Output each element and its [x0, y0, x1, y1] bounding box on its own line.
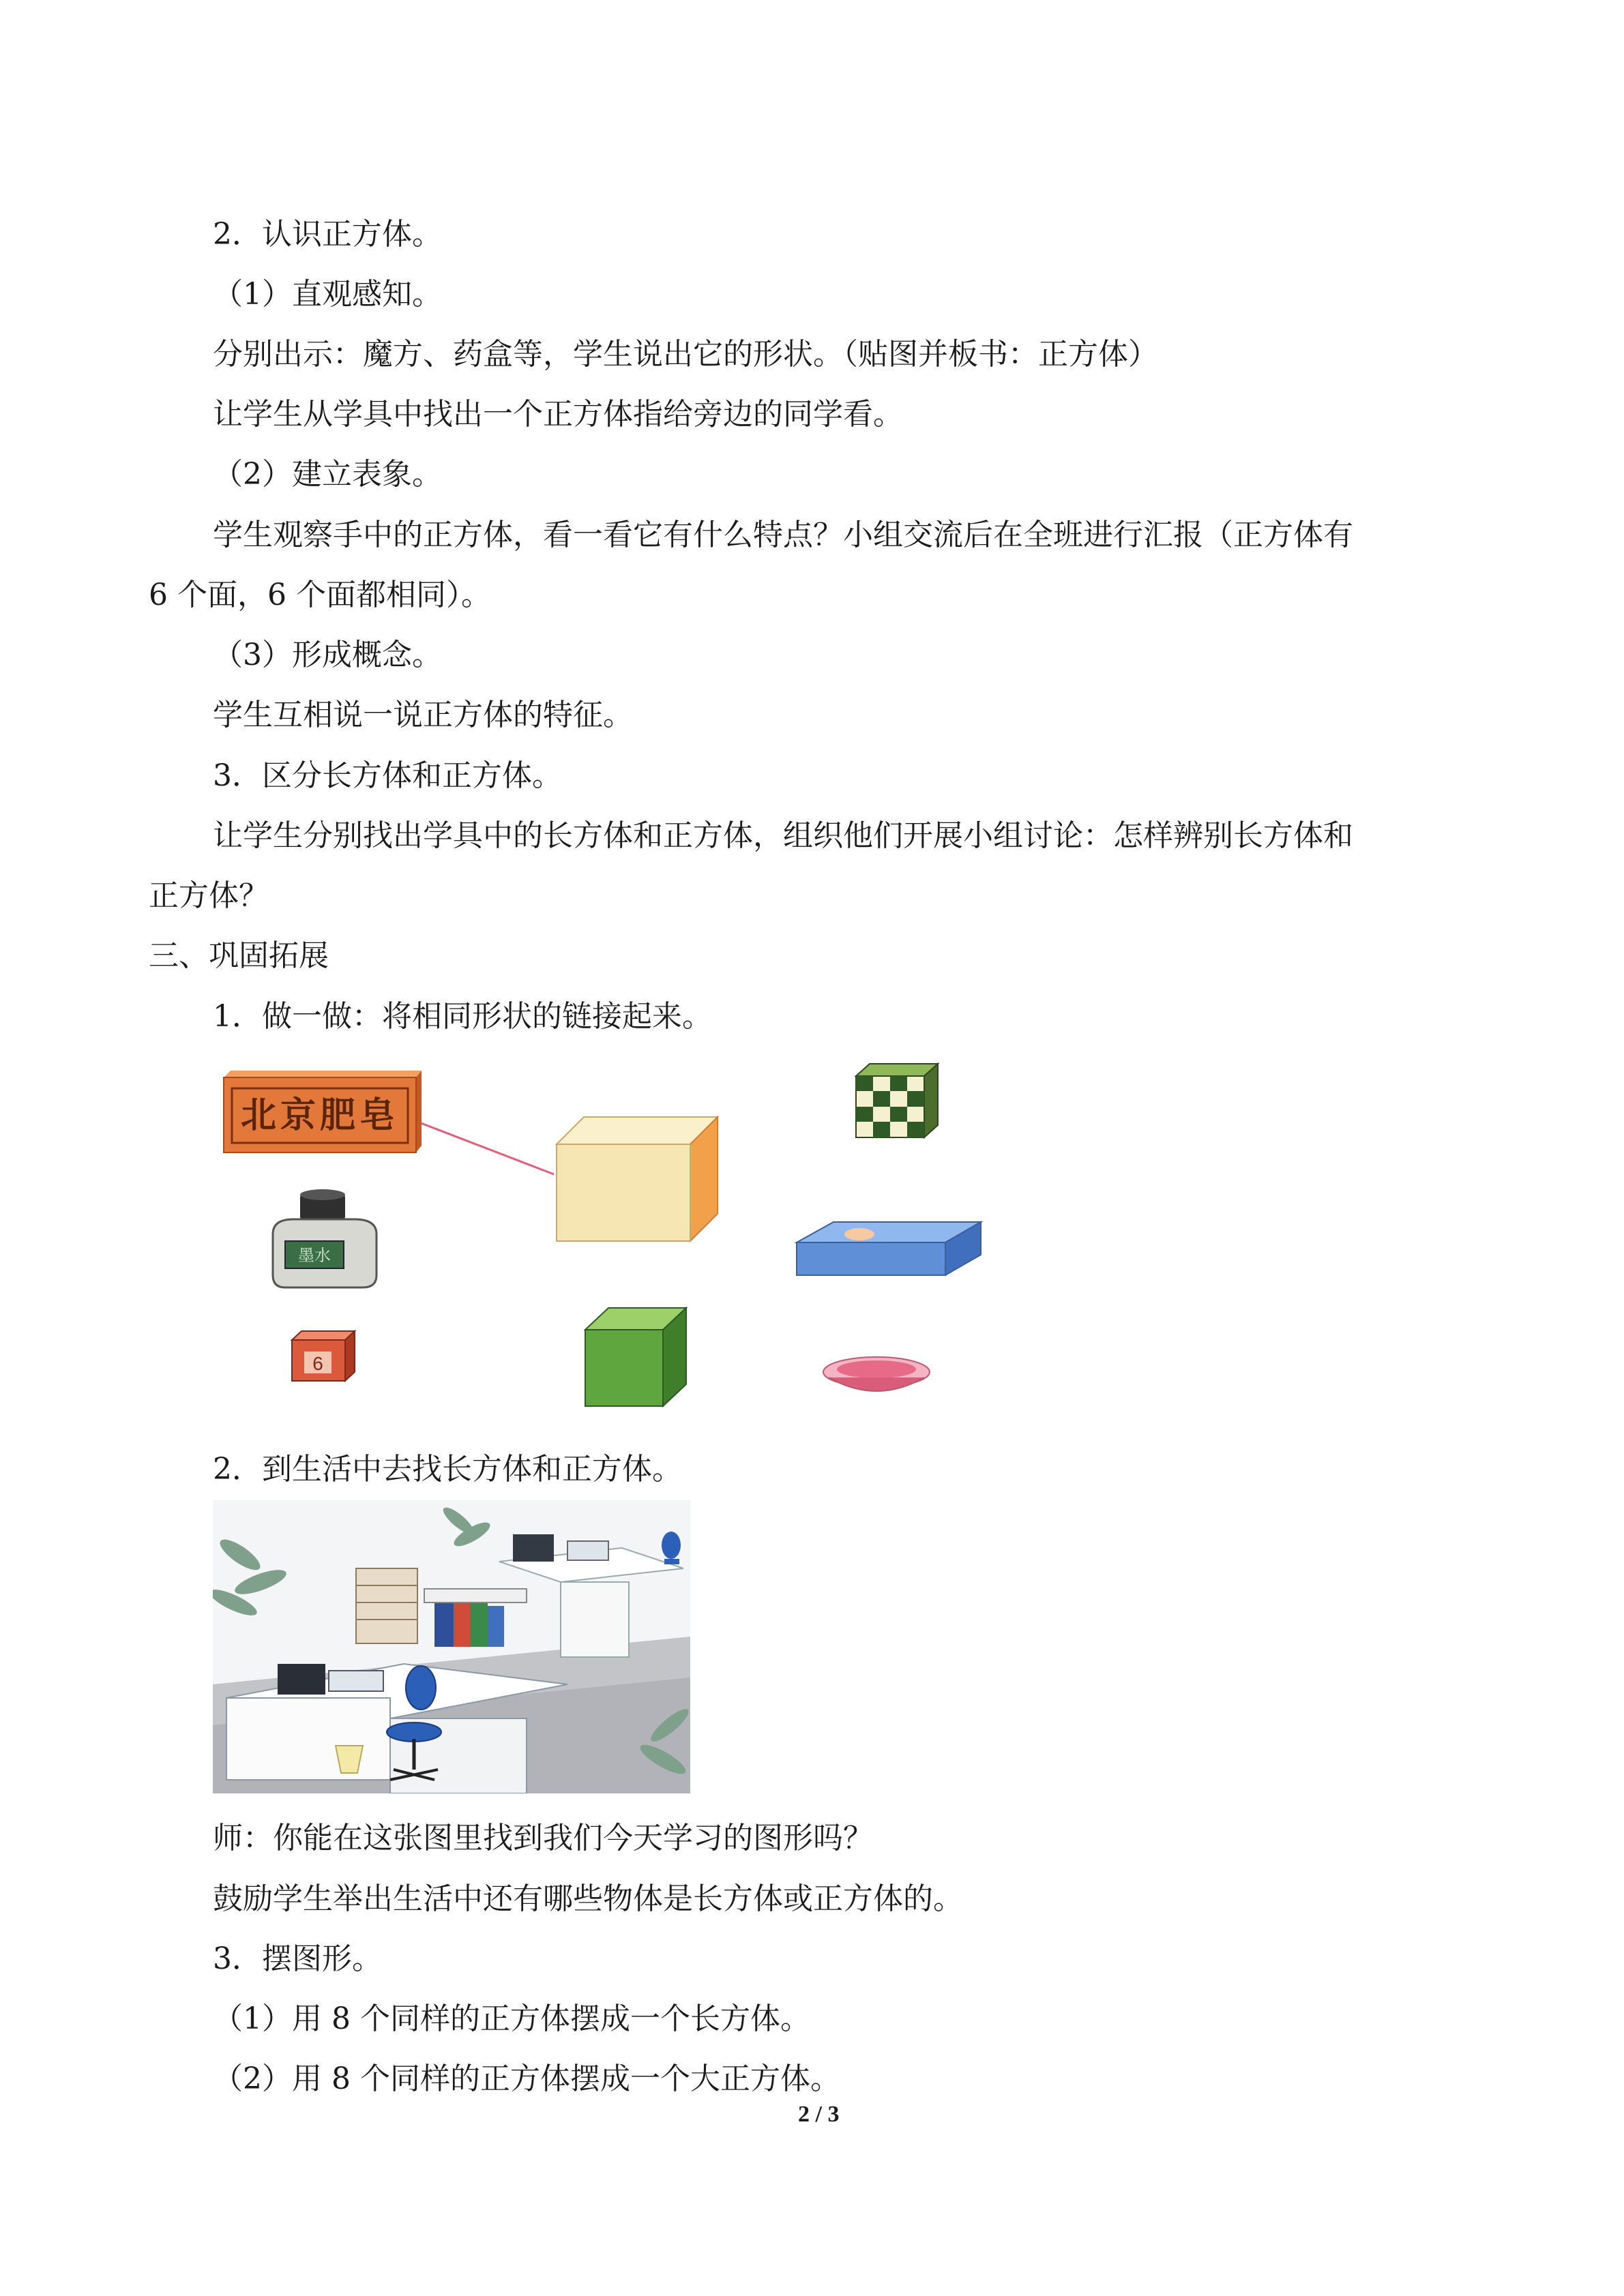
ink-label: 墨水	[298, 1246, 331, 1265]
die-image	[292, 1331, 355, 1381]
subheading-concept: （3）形成概念。	[213, 638, 442, 672]
paragraph-find-cube: 让学生从学具中找出一个正方体指给旁边的同学看。	[213, 397, 903, 432]
heading-distinguish: 3．区分长方体和正方体。	[213, 758, 562, 793]
connect-line	[417, 1122, 554, 1174]
soap-label: 北京肥皂	[240, 1094, 400, 1136]
matching-illustration	[205, 1050, 1009, 1418]
rubiks-cube-image	[856, 1064, 938, 1137]
exercise-arrange: 3．摆图形。	[213, 1941, 382, 1976]
teacher-question: 师：你能在这张图里找到我们今天学习的图形吗？	[213, 1821, 873, 1855]
arrange-big-cube: （2）用 8 个同样的正方体摆成一个大正方体。	[213, 2061, 840, 2096]
paragraph-observe-cube-cont: 6 个面，6 个面都相同）。	[149, 578, 491, 612]
blue-box-image	[797, 1222, 981, 1275]
paragraph-discuss: 让学生分别找出学具中的长方体和正方体，组织他们开展小组讨论：怎样辨别长方体和	[213, 818, 1353, 853]
green-cube-image	[585, 1308, 686, 1406]
section-consolidate: 三、巩固拓展	[149, 938, 329, 973]
ink-bottle-image	[273, 1189, 377, 1287]
paragraph-features: 学生互相说一说正方体的特征。	[213, 698, 633, 732]
page-number: 2 / 3	[798, 2102, 840, 2127]
subheading-representation: （2）建立表象。	[213, 457, 442, 492]
heading-recognize-cube: 2．认识正方体。	[213, 217, 442, 252]
subheading-intuitive: （1）直观感知。	[213, 277, 442, 312]
paragraph-encourage: 鼓励学生举出生活中还有哪些物体是长方体或正方体的。	[213, 1881, 963, 1916]
exercise-find-in-life: 2．到生活中去找长方体和正方体。	[213, 1452, 682, 1487]
arrange-cuboid: （1）用 8 个同样的正方体摆成一个长方体。	[213, 2001, 810, 2036]
chair-back-image	[662, 1532, 681, 1564]
die-face-label: 6	[312, 1353, 323, 1374]
paragraph-observe-cube: 学生观察手中的正方体，看一看它有什么特点？小组交流后在全班进行汇报（正方体有	[213, 518, 1353, 552]
paragraph-show-objects: 分别出示：魔方、药盒等，学生说出它的形状。（贴图并板书：正方体）	[213, 337, 1158, 372]
plate-image	[823, 1357, 930, 1391]
office-illustration	[213, 1500, 690, 1793]
exercise-match: 1．做一做：将相同形状的链接起来。	[213, 999, 712, 1034]
paragraph-discuss-cont: 正方体？	[149, 878, 269, 913]
soap-box-image	[224, 1071, 422, 1152]
cuboid-image	[557, 1117, 718, 1241]
